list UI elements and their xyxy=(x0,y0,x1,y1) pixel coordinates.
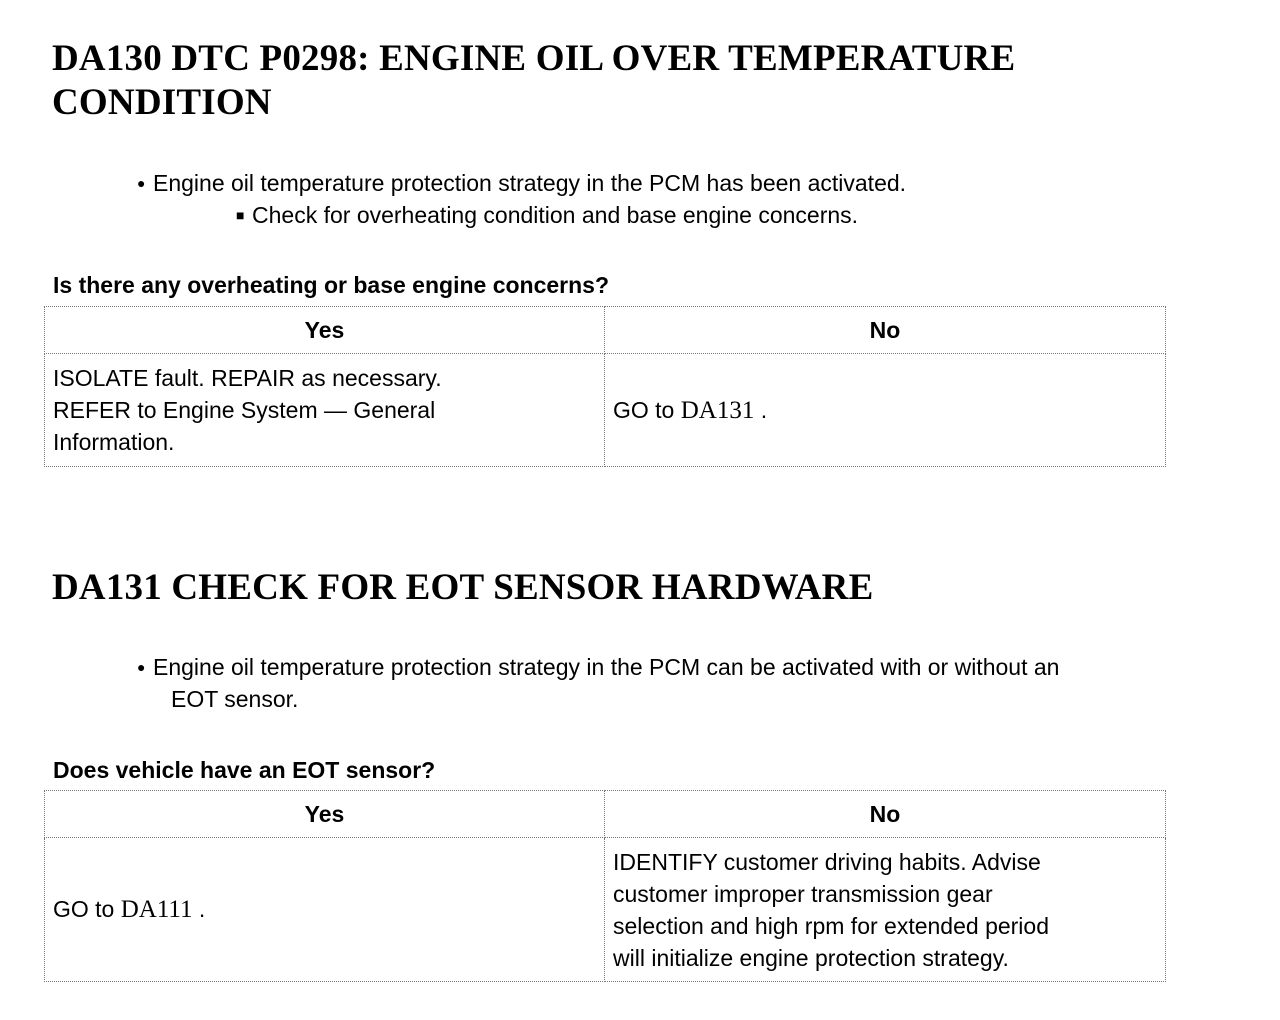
header-no: No xyxy=(605,791,1166,838)
cell-line: Information. xyxy=(53,429,175,455)
header-yes: Yes xyxy=(45,307,605,354)
question: Is there any overheating or base engine concerns? xyxy=(53,272,610,298)
cell-yes xyxy=(45,838,605,982)
section-heading xyxy=(52,566,873,610)
cell-no xyxy=(605,838,1166,982)
bullet-text-continued: EOT sensor. xyxy=(171,686,299,712)
square-bullet-icon: ■ xyxy=(236,207,245,223)
sub-bullet-text: Check for overheating condition and base engine concerns. xyxy=(252,202,859,228)
question: Does vehicle have an EOT sensor? xyxy=(53,757,436,783)
header-no: No xyxy=(605,307,1166,354)
step-link-da131[interactable]: DA131 xyxy=(680,396,755,424)
header-yes: Yes xyxy=(45,791,605,838)
bullet-item xyxy=(137,167,906,199)
cell-yes xyxy=(45,354,605,467)
heading-line-1: DA131 CHECK FOR EOT SENSOR HARDWARE xyxy=(52,567,874,608)
cell-line: IDENTIFY customer driving habits. Advise xyxy=(613,848,1041,875)
heading-line-1: DA130 DTC P0298: ENGINE OIL OVER TEMPERATURE xyxy=(52,38,1016,79)
cell-line: ISOLATE fault. REPAIR as necessary. xyxy=(53,365,442,391)
cell-line: REFER to Engine System — General xyxy=(53,397,436,423)
cell-text: . xyxy=(192,896,206,922)
cell-line: will initialize engine protection strategy. xyxy=(613,944,1009,971)
table-row xyxy=(45,354,1166,467)
cell-text: GO to xyxy=(53,896,121,922)
cell-text: GO to xyxy=(613,396,681,423)
cell-line: customer improper transmission gear xyxy=(613,880,993,907)
cell-text: . xyxy=(754,396,768,423)
cell-line: selection and high rpm for extended period xyxy=(613,912,1050,939)
bullet-item xyxy=(137,651,1059,715)
heading-line-2: CONDITION xyxy=(52,82,272,123)
bullet-icon: ● xyxy=(137,175,146,191)
table-header-row xyxy=(45,307,1166,354)
sub-bullet-item xyxy=(236,199,858,231)
table-row xyxy=(45,838,1166,982)
answer-table xyxy=(44,306,1166,467)
bullet-icon: ● xyxy=(137,659,146,675)
section-heading xyxy=(52,37,1015,125)
bullet-text: Engine oil temperature protection strategy in the PCM can be activated with or without an xyxy=(153,654,1060,680)
cell-no xyxy=(605,354,1166,467)
step-link-da111[interactable]: DA111 xyxy=(120,896,193,923)
table-header-row xyxy=(45,791,1166,838)
answer-table xyxy=(44,790,1166,982)
bullet-text: Engine oil temperature protection strategy in the PCM has been activated. xyxy=(153,170,907,196)
